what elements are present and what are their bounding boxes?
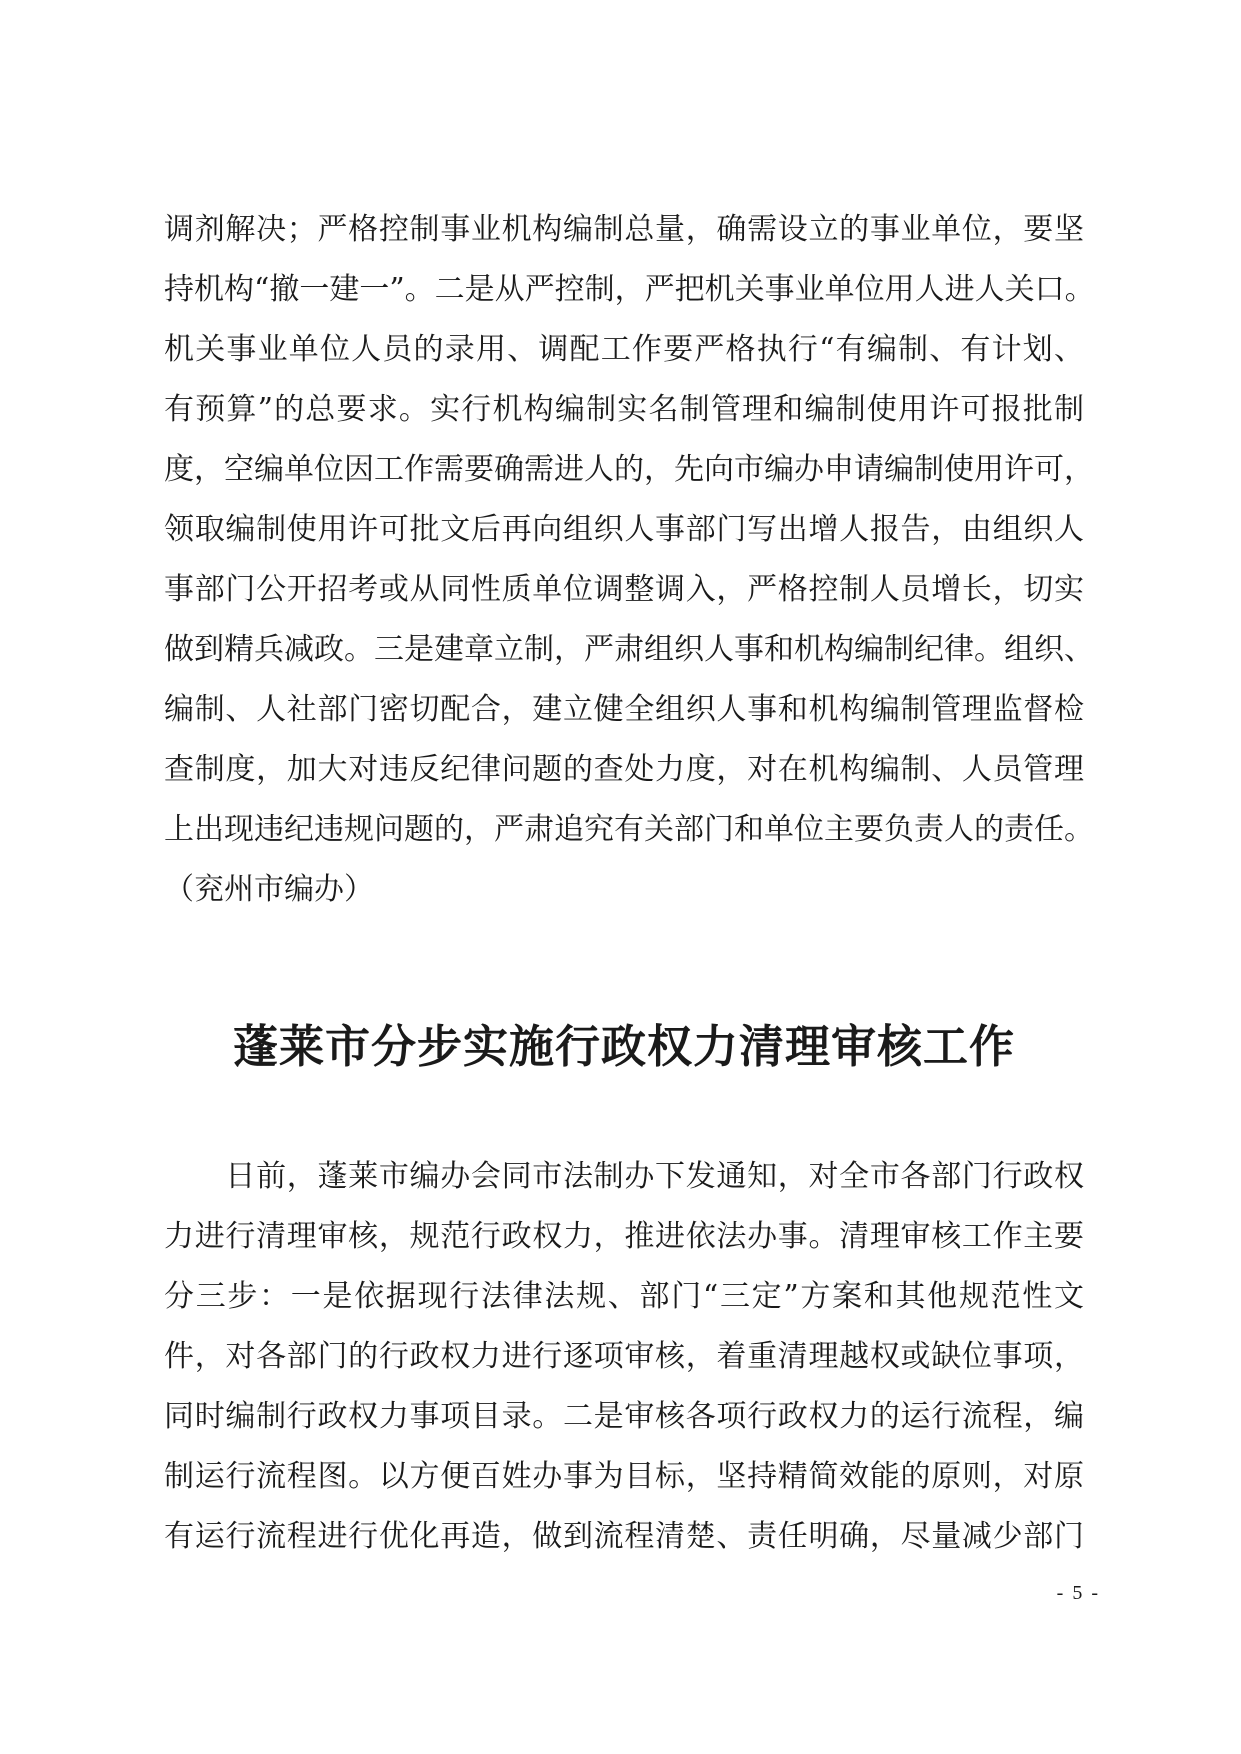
section-paragraph	[164, 1147, 1084, 1567]
paragraph-line: 领取编制使用许可批文后再向组织人事部门写出增人报告，由组织人	[164, 512, 1084, 547]
paragraph-line: 分三步：一是依据现行法律法规、部门“三定”方案和其他规范性文	[164, 1279, 1084, 1314]
section-title: 蓬莱市分步实施行政权力清理审核工作	[232, 1020, 1015, 1073]
paragraph-line: 调剂解决；严格控制事业机构编制总量，确需设立的事业单位，要坚	[164, 212, 1084, 247]
paragraph-line: 有预算”的总要求。实行机构编制实名制管理和编制使用许可报批制	[164, 392, 1084, 427]
paragraph-line: 做到精兵减政。三是建章立制，严肃组织人事和机构编制纪律。组织、	[164, 632, 1094, 667]
paragraph-line: 编制、人社部门密切配合，建立健全组织人事和机构编制管理监督检	[164, 692, 1084, 727]
paragraph-line: 度，空编单位因工作需要确需进人的，先向市编办申请编制使用许可，	[164, 452, 1094, 487]
source-attribution: （兖州市编办）	[164, 872, 374, 907]
paragraph-line: 上出现违纪违规问题的，严肃追究有关部门和单位主要负责人的责任。	[164, 812, 1094, 847]
paragraph-line: 日前，蓬莱市编办会同市法制办下发通知，对全市各部门行政权	[164, 1159, 1084, 1194]
paragraph-line: 件，对各部门的行政权力进行逐项审核，着重清理越权或缺位事项，	[164, 1339, 1084, 1374]
paragraph-line: 持机构“撤一建一”。二是从严控制，严把机关事业单位用人进人关口。	[164, 272, 1095, 307]
paragraph-line: 有运行流程进行优化再造，做到流程清楚、责任明确，尽量减少部门	[164, 1519, 1084, 1554]
continued-paragraph	[164, 200, 1095, 920]
paragraph-line: 力进行清理审核，规范行政权力，推进依法办事。清理审核工作主要	[164, 1219, 1084, 1254]
paragraph-line: 同时编制行政权力事项目录。二是审核各项行政权力的运行流程，编	[164, 1399, 1084, 1434]
paragraph-line: 查制度，加大对违反纪律问题的查处力度，对在机构编制、人员管理	[164, 752, 1084, 787]
paragraph-line: 事部门公开招考或从同性质单位调整调入，严格控制人员增长，切实	[164, 572, 1084, 607]
paragraph-line: 制运行流程图。以方便百姓办事为目标，坚持精简效能的原则，对原	[164, 1459, 1084, 1494]
paragraph-line: 机关事业单位人员的录用、调配工作要严格执行“有编制、有计划、	[164, 332, 1084, 367]
page-number: - 5 -	[1056, 1582, 1100, 1604]
